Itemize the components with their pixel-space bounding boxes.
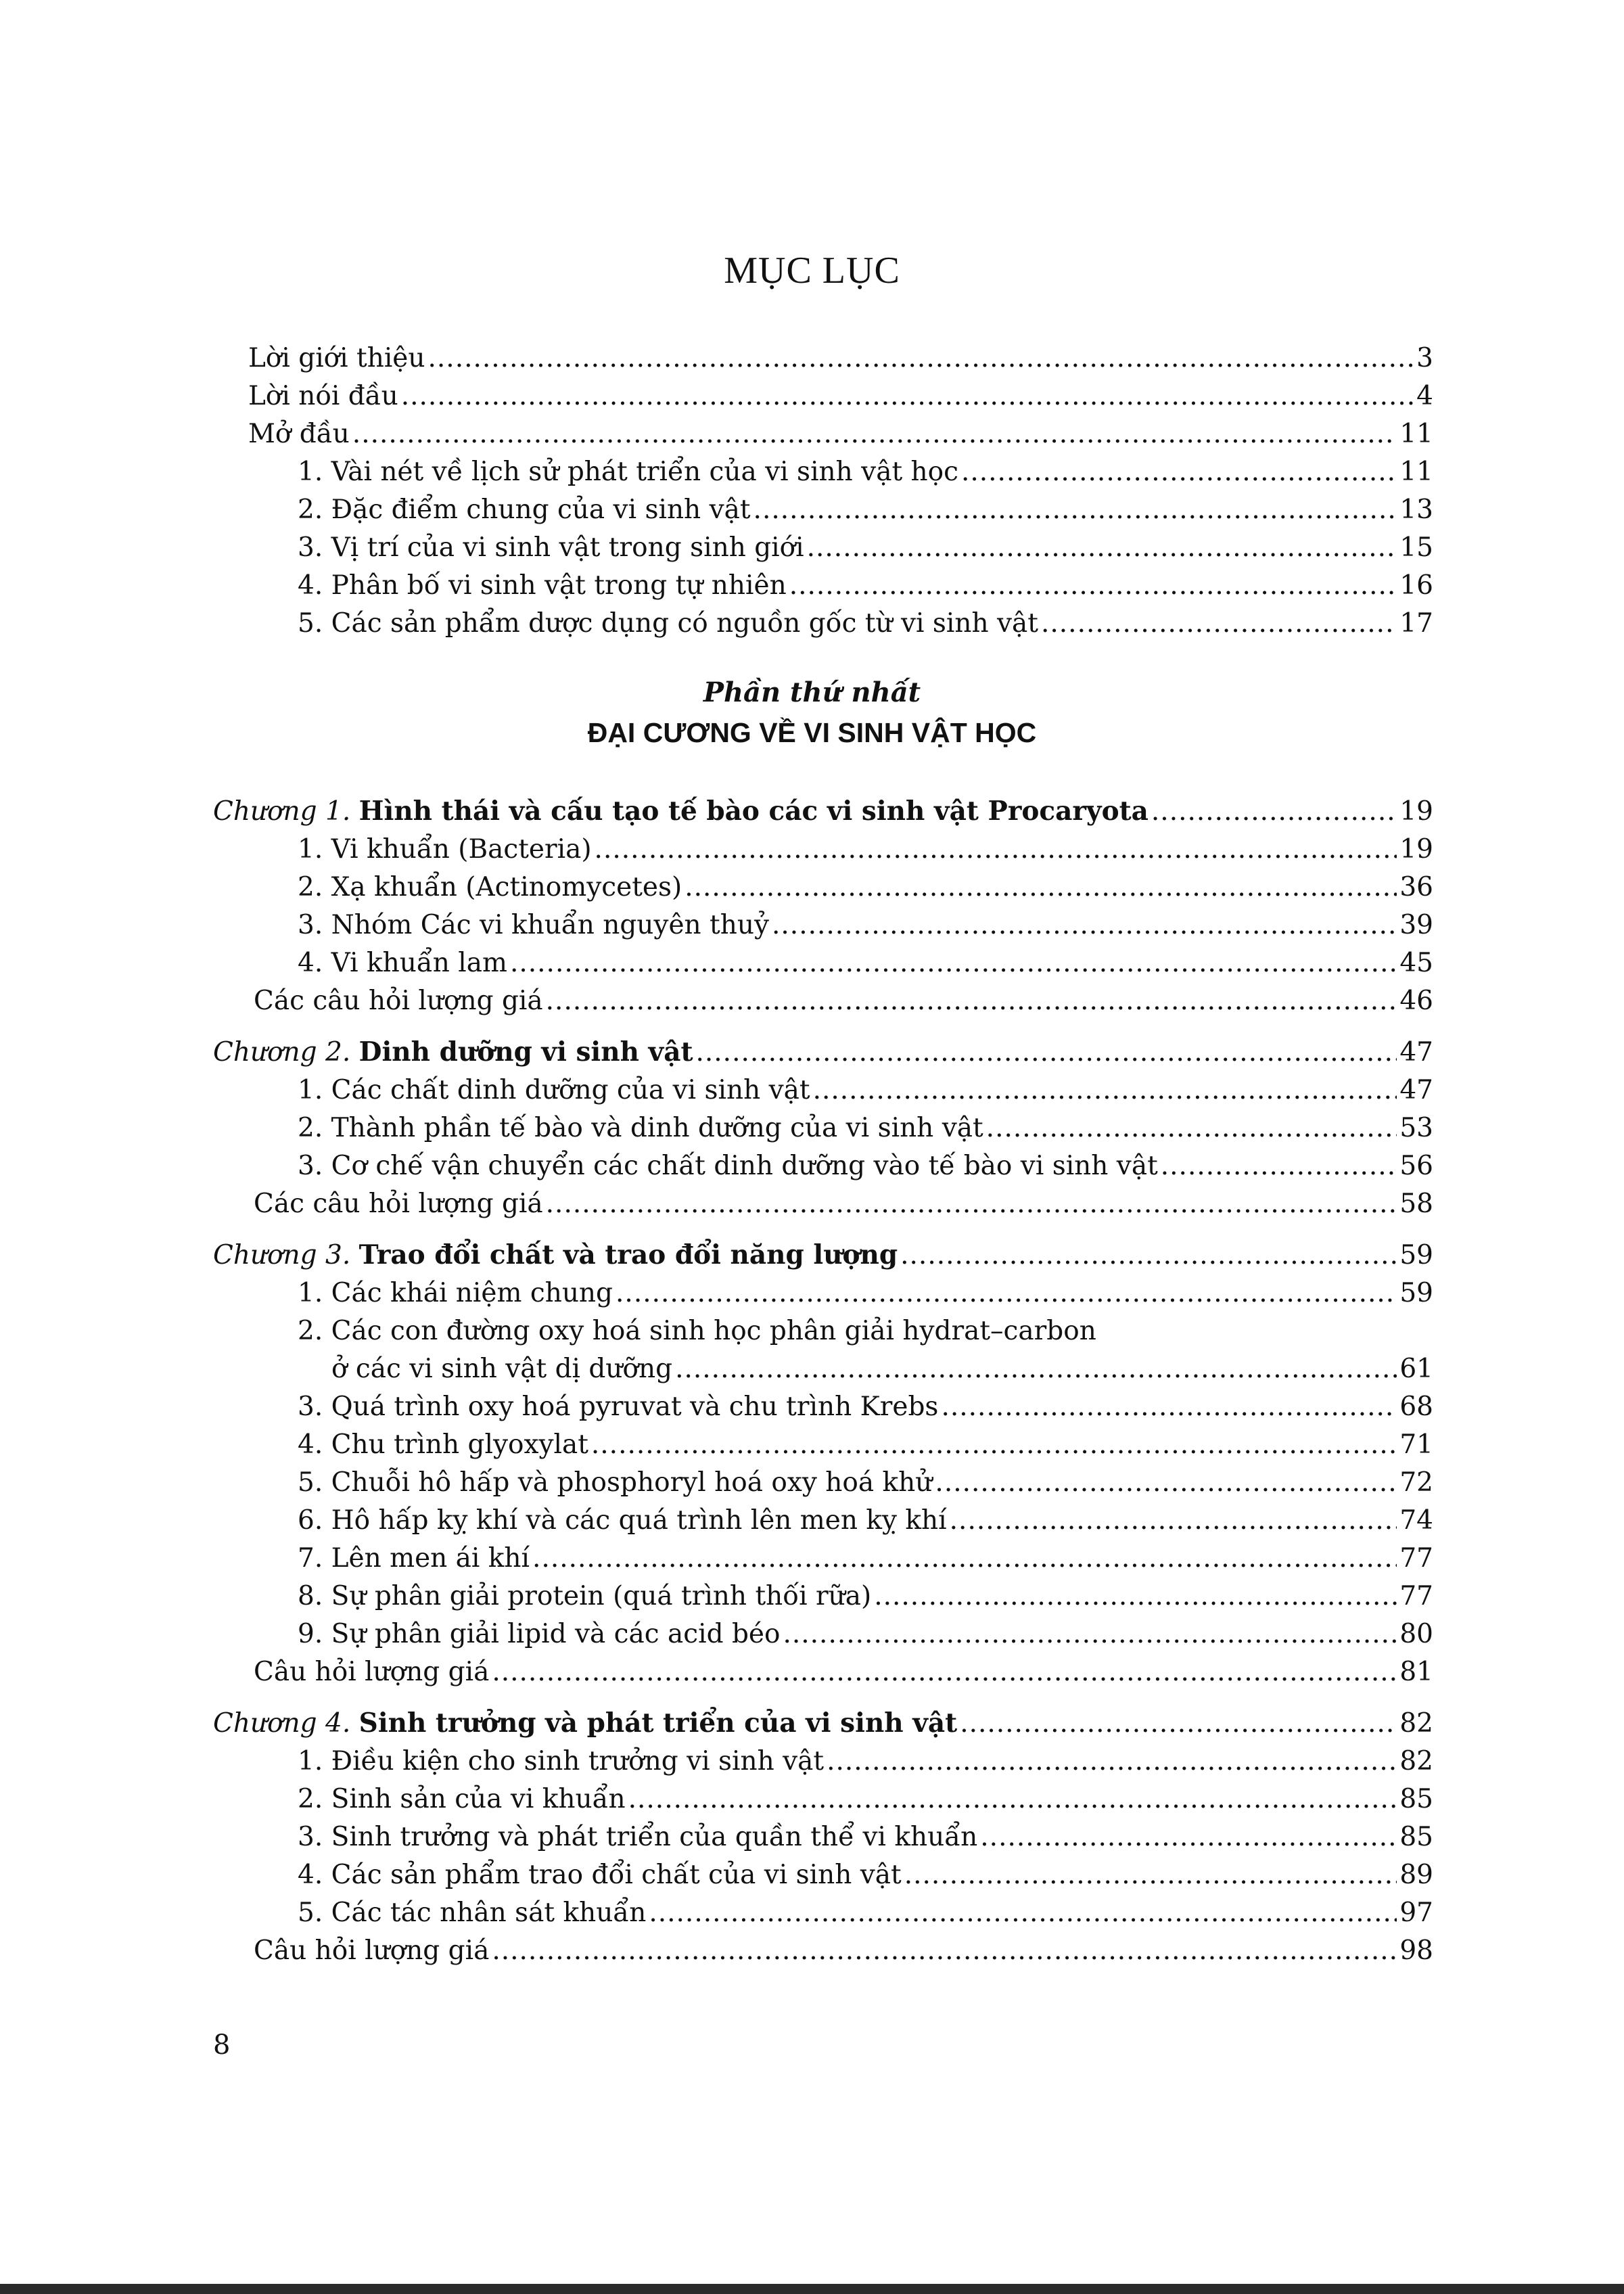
dot-leader <box>510 944 1397 982</box>
toc-entry-label: 5. Chuỗi hô hấp và phosphoryl hoá oxy hoá khử <box>298 1467 933 1498</box>
dot-leader <box>628 1781 1397 1818</box>
toc-entry-label: 1. Điều kiện cho sinh trưởng vi sinh vật <box>298 1746 825 1776</box>
part-title: ĐẠI CƯƠNG VỀ VI SINH VẬT HỌC <box>587 717 1037 748</box>
toc-entry[interactable] <box>298 1275 1433 1312</box>
dot-leader <box>980 1818 1397 1856</box>
dot-leader <box>546 982 1397 1020</box>
toc-page-number: 16 <box>1399 570 1433 601</box>
dot-leader <box>675 1350 1397 1388</box>
toc-entry[interactable] <box>298 1147 1433 1185</box>
toc-chapter-label <box>213 793 1149 831</box>
toc-page-number: 82 <box>1399 1708 1433 1739</box>
toc-entry-label: 6. Hô hấp kỵ khí và các quá trình lên men kỵ khí <box>298 1505 947 1536</box>
toc-page-number: 71 <box>1399 1429 1433 1460</box>
dot-leader <box>428 340 1414 377</box>
dot-leader <box>1041 605 1397 643</box>
toc-entry-label: 2. Đặc điểm chung của vi sinh vật <box>298 495 751 525</box>
dot-leader <box>900 1237 1397 1275</box>
dot-leader <box>616 1275 1397 1312</box>
toc-entry[interactable] <box>298 453 1433 491</box>
toc-entry-label: 4. Các sản phẩm trao đổi chất của vi sinh vật <box>298 1860 902 1890</box>
toc-page-number: 15 <box>1399 532 1433 563</box>
toc-entry-label: 3. Quá trình oxy hoá pyruvat và chu trình Krebs <box>298 1392 939 1422</box>
toc-page-number: 13 <box>1399 495 1433 525</box>
toc-entry[interactable] <box>298 1464 1433 1502</box>
toc-entry-label: 1. Vài nét về lịch sử phát triển của vi sinh vật học <box>298 457 958 487</box>
toc-entry-label: ở các vi sinh vật dị dưỡng <box>331 1354 673 1384</box>
toc-chapter-entry[interactable] <box>213 1034 1433 1072</box>
dot-leader <box>685 869 1397 907</box>
toc-page-number: 3 <box>1416 343 1433 373</box>
toc-entry[interactable] <box>298 907 1433 944</box>
toc-page-number: 11 <box>1399 419 1433 449</box>
toc-page-number: 85 <box>1399 1784 1433 1814</box>
dot-leader <box>1161 1147 1397 1185</box>
toc-entry[interactable] <box>298 529 1433 567</box>
toc-entry-label: 2. Thành phần tế bào và dinh dưỡng của vi sinh vật <box>298 1113 983 1143</box>
toc-entry-label: 2. Sinh sản của vi khuẩn <box>298 1784 626 1814</box>
dot-leader <box>1151 793 1397 831</box>
toc-entry-label: 2. Xạ khuẩn (Actinomycetes) <box>298 872 682 902</box>
toc-entry-label: Lời giới thiệu <box>248 343 425 373</box>
toc-page-number: 97 <box>1399 1898 1433 1928</box>
toc-entry-label: Mở đầu <box>248 419 350 449</box>
toc-entry[interactable] <box>254 1932 1433 1970</box>
chapter-title: Trao đổi chất và trao đổi năng lượng <box>358 1239 898 1270</box>
toc-entry-label: 1. Các chất dinh dưỡng của vi sinh vật <box>298 1075 810 1105</box>
dot-leader <box>935 1464 1397 1502</box>
toc-entry-label: Câu hỏi lượng giá <box>254 1657 490 1687</box>
toc-entry[interactable] <box>254 1185 1433 1223</box>
dot-leader <box>492 1932 1397 1970</box>
toc-entry-label: Câu hỏi lượng giá <box>254 1935 490 1966</box>
toc-entry[interactable] <box>298 1502 1433 1540</box>
toc-entry-label: 5. Các tác nhân sát khuẩn <box>298 1898 647 1928</box>
chapter-title: Hình thái và cấu tạo tế bào các vi sinh vật Procaryota <box>358 796 1149 827</box>
toc-page-number: 36 <box>1399 872 1433 902</box>
toc-page-number: 98 <box>1399 1935 1433 1966</box>
part-label: Phần thứ nhất <box>703 676 921 708</box>
scan-bottom-edge <box>0 2284 1624 2294</box>
toc-entry[interactable] <box>298 1540 1433 1578</box>
toc-entry-label: 4. Phân bố vi sinh vật trong tự nhiên <box>298 570 787 601</box>
toc-page-number: 58 <box>1399 1189 1433 1219</box>
toc-page-number: 77 <box>1399 1581 1433 1611</box>
dot-leader <box>950 1502 1397 1540</box>
toc-page-number: 89 <box>1399 1860 1433 1890</box>
toc-entry-label: 3. Cơ chế vận chuyển các chất dinh dưỡng vào tế bào vi sinh vật <box>298 1151 1158 1181</box>
dot-leader <box>546 1185 1397 1223</box>
toc-entry-label: Các câu hỏi lượng giá <box>254 1189 543 1219</box>
toc-chapter-label <box>213 1034 693 1072</box>
toc-entry[interactable] <box>298 1109 1433 1147</box>
toc-page-number: 39 <box>1399 910 1433 940</box>
page-number: 8 <box>213 2029 231 2061</box>
toc-page-number: 19 <box>1399 834 1433 865</box>
toc-page-number: 80 <box>1399 1619 1433 1649</box>
toc-entry[interactable] <box>248 340 1433 377</box>
toc-chapter-entry[interactable] <box>213 1705 1433 1743</box>
toc-entry[interactable] <box>298 605 1433 643</box>
dot-leader <box>904 1856 1397 1894</box>
toc-entry[interactable] <box>298 1743 1433 1781</box>
toc-entry-label: 1. Vi khuẩn (Bacteria) <box>298 834 592 865</box>
toc-entry[interactable] <box>298 1072 1433 1109</box>
toc-page-number: 56 <box>1399 1151 1433 1181</box>
toc-entry[interactable] <box>298 1781 1433 1818</box>
toc-entry[interactable] <box>248 415 1433 453</box>
toc-entry[interactable] <box>298 1615 1433 1653</box>
toc-entry-label: 8. Sự phân giải protein (quá trình thối rữa) <box>298 1581 872 1611</box>
toc-entry-label: 3. Sinh trưởng và phát triển của quần thể vi khuẩn <box>298 1822 978 1852</box>
toc-chapter-entry[interactable] <box>213 1237 1433 1275</box>
toc-page-number: 19 <box>1399 796 1433 827</box>
toc-entry-label: Lời nói đầu <box>248 381 398 411</box>
dot-leader <box>401 377 1414 415</box>
toc-page-number: 68 <box>1399 1392 1433 1422</box>
toc-page-number: 82 <box>1399 1746 1433 1776</box>
toc-page-number: 81 <box>1399 1657 1433 1687</box>
dot-leader <box>813 1072 1397 1109</box>
toc-entry[interactable] <box>298 1388 1433 1426</box>
dot-leader <box>649 1894 1397 1932</box>
toc-entry-label: 3. Vị trí của vi sinh vật trong sinh giới <box>298 532 804 563</box>
toc-page-number: 74 <box>1399 1505 1433 1536</box>
toc-page-number: 59 <box>1399 1240 1433 1270</box>
dot-leader <box>352 415 1397 453</box>
toc-entry-label: Các câu hỏi lượng giá <box>254 986 543 1016</box>
toc-chapter-label <box>213 1237 898 1275</box>
toc-page-number: 17 <box>1399 608 1433 639</box>
dot-leader <box>783 1615 1397 1653</box>
toc-entry-label: 4. Vi khuẩn lam <box>298 948 507 978</box>
toc-entry[interactable] <box>298 567 1433 605</box>
chapter-title: Dinh dưỡng vi sinh vật <box>358 1036 693 1068</box>
toc-entry[interactable] <box>298 944 1433 982</box>
toc-entry[interactable] <box>298 1856 1433 1894</box>
dot-leader <box>753 491 1397 529</box>
toc-entry[interactable] <box>298 1426 1433 1464</box>
dot-leader <box>789 567 1397 605</box>
toc-entry-label[interactable]: 2. Các con đường oxy hoá sinh học phân giải hydrat–carbon <box>298 1316 1096 1346</box>
dot-leader <box>695 1034 1397 1072</box>
toc-page-number: 85 <box>1399 1822 1433 1852</box>
chapter-title: Sinh trưởng và phát triển của vi sinh vật <box>358 1707 958 1739</box>
toc-page-number: 61 <box>1399 1354 1433 1384</box>
toc-entry-label: 3. Nhóm Các vi khuẩn nguyên thuỷ <box>298 910 769 940</box>
toc-page-number: 59 <box>1399 1278 1433 1308</box>
dot-leader <box>961 453 1397 491</box>
toc-entry[interactable] <box>298 869 1433 907</box>
toc-entry[interactable] <box>248 377 1433 415</box>
toc-entry[interactable] <box>298 1894 1433 1932</box>
toc-chapter-label <box>213 1705 957 1743</box>
dot-leader <box>986 1109 1397 1147</box>
chapter-prefix: Chương 2. <box>213 1037 351 1068</box>
toc-chapter-entry[interactable] <box>213 793 1433 831</box>
toc-page-number: 47 <box>1399 1075 1433 1105</box>
chapter-prefix: Chương 1. <box>213 796 351 827</box>
toc-page-number: 45 <box>1399 948 1433 978</box>
dot-leader <box>960 1705 1397 1743</box>
toc-entry-label: 7. Lên men ái khí <box>298 1543 530 1574</box>
toc-page-number: 53 <box>1399 1113 1433 1143</box>
toc-page-number: 46 <box>1399 986 1433 1016</box>
toc-page-number: 72 <box>1399 1467 1433 1498</box>
toc-entry-label: 4. Chu trình glyoxylat <box>298 1429 588 1460</box>
dot-leader <box>941 1388 1397 1426</box>
page-title: MỤC LỤC <box>724 250 900 292</box>
dot-leader <box>772 907 1397 944</box>
toc-page-number: 4 <box>1416 381 1433 411</box>
toc-entry-label: 5. Các sản phẩm dược dụng có nguồn gốc từ vi sinh vật <box>298 608 1038 639</box>
toc-entry[interactable] <box>331 1350 1433 1388</box>
toc-entry[interactable] <box>254 982 1433 1020</box>
toc-entry[interactable] <box>254 1653 1433 1691</box>
toc-entry[interactable] <box>298 491 1433 529</box>
dot-leader <box>874 1578 1397 1615</box>
toc-page-number: 11 <box>1399 457 1433 487</box>
dot-leader <box>591 1426 1397 1464</box>
toc-page-number: 77 <box>1399 1543 1433 1574</box>
toc-entry[interactable] <box>298 831 1433 869</box>
toc-entry[interactable] <box>298 1578 1433 1615</box>
toc-entry[interactable] <box>298 1818 1433 1856</box>
dot-leader <box>827 1743 1397 1781</box>
dot-leader <box>595 831 1397 869</box>
toc-entry-label: 9. Sự phân giải lipid và các acid béo <box>298 1619 781 1649</box>
chapter-prefix: Chương 3. <box>213 1240 351 1270</box>
dot-leader <box>492 1653 1397 1691</box>
toc-page-number: 47 <box>1399 1037 1433 1068</box>
toc-entry-label: 1. Các khái niệm chung <box>298 1278 613 1308</box>
dot-leader <box>532 1540 1397 1578</box>
dot-leader <box>807 529 1397 567</box>
chapter-prefix: Chương 4. <box>213 1708 351 1739</box>
